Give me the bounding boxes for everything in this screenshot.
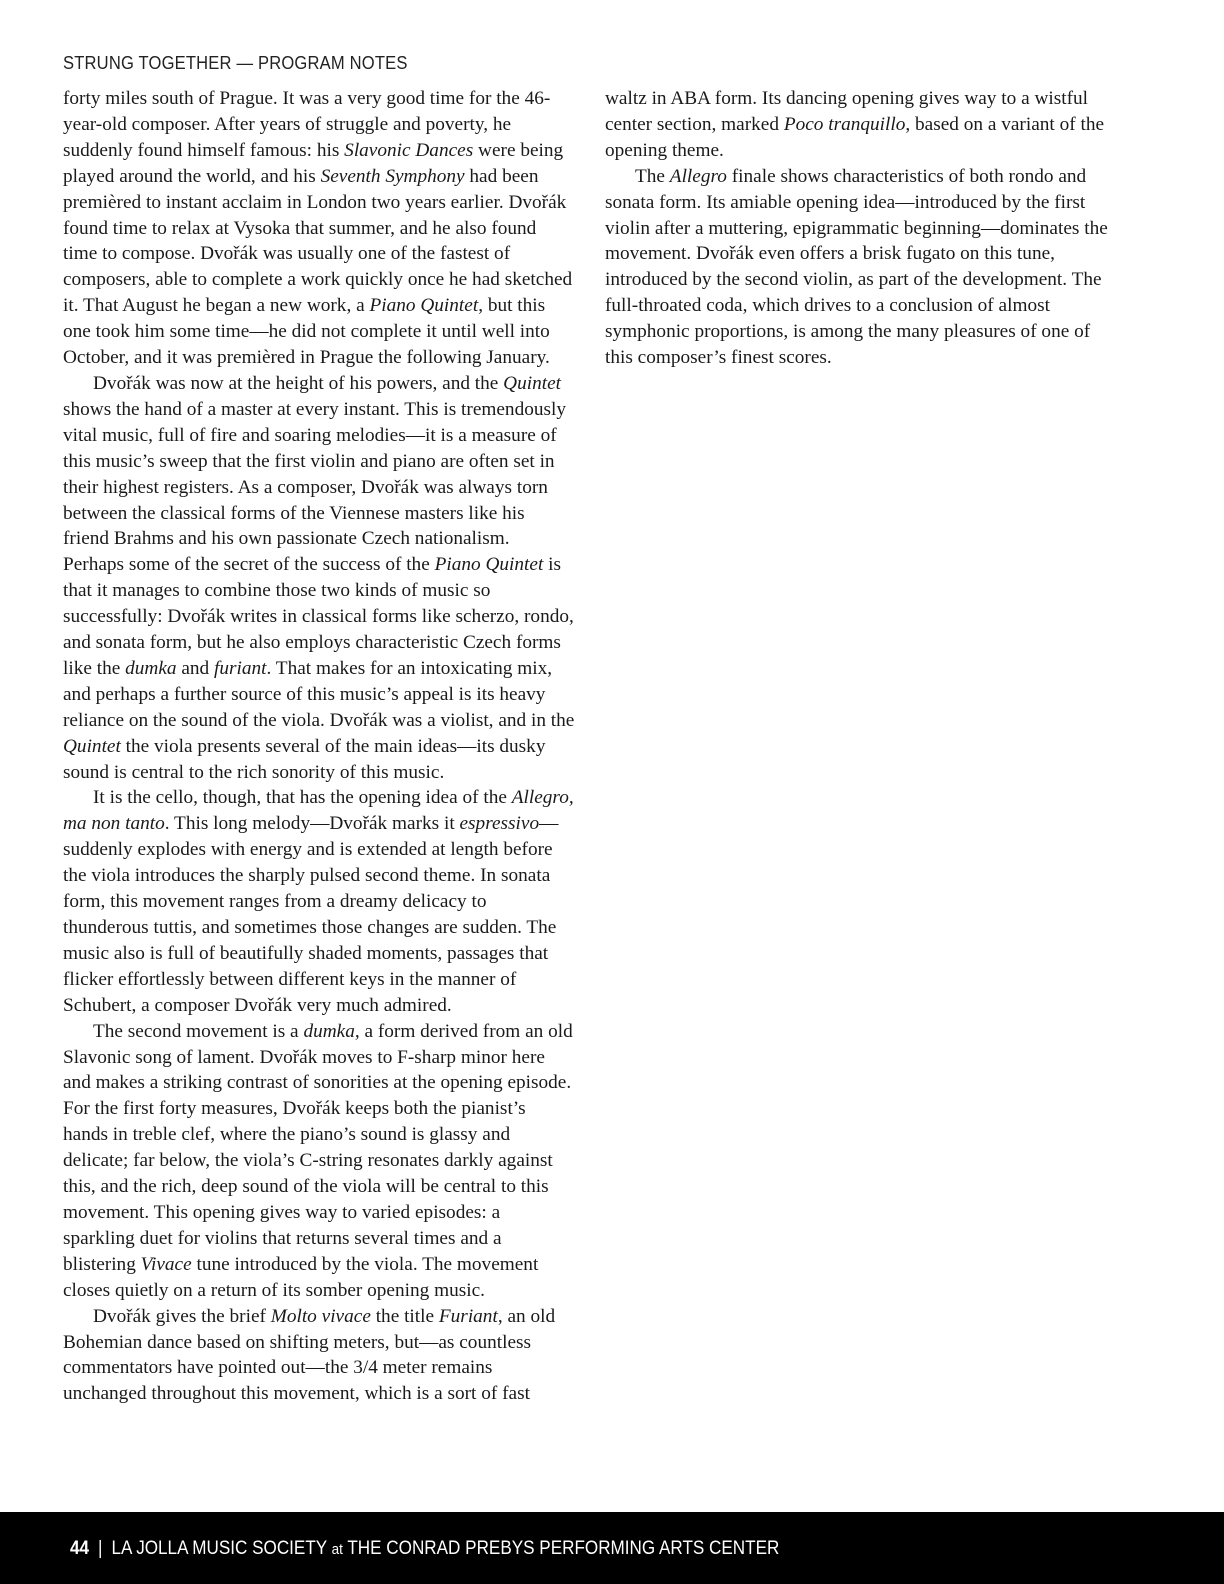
italic-term: Piano Quintet [434, 554, 544, 576]
italic-term: Piano Quintet [369, 295, 479, 317]
page-number: 44 [70, 1538, 90, 1559]
body-paragraph: The second movement is a dumka, a form derived from an old Slavonic song of lament. Dvořák moves to F-sharp minor here and makes a striking contrast of sonorities at the opening episode. For the first forty measures, Dvořák keeps both the pianist’s hands in treble clef, where the piano’s sound is glassy and delicate; far below, the viola’s C-string resonates darkly against this, and the rich, deep sound of the viola will be central to this movement. This opening gives way to varied episodes: a sparkling duet for violins that returns several times and a blistering Vivace tune introduced by the viola. The movement closes quietly on a return of its somber opening music. [63, 1020, 573, 1301]
italic-term: Slavonic Dances [344, 139, 474, 161]
italic-term: espressivo [459, 813, 540, 835]
body-paragraph: waltz in ABA form. Its dancing opening gives way to a wistful center section, marked Poco tranquillo, based on a variant of the opening theme. [605, 88, 1105, 161]
italic-term: Molto vivace [270, 1305, 371, 1327]
footer-venue: THE CONRAD PREBYS PERFORMING ARTS CENTER [347, 1538, 780, 1559]
footer-at: at [331, 1541, 343, 1558]
left-column [63, 86, 575, 1407]
italic-term: Quintet [503, 372, 562, 394]
body-paragraph: It is the cello, though, that has the opening idea of the Allegro, ma non tanto. This long melody—Dvořák marks it espressivo—suddenly explodes with energy and is extended at length before the viola introduces the sharply pulsed second theme. In sonata form, this movement ranges from a dreamy delicacy to thunderous tuttis, and sometimes those changes are sudden. The music also is full of beautifully shaded moments, passages that flicker effortlessly between different keys in the manner of Schubert, a composer Dvořák very much admired. [63, 787, 574, 1016]
footer-text [70, 1538, 779, 1560]
italic-term: Quintet [63, 735, 121, 757]
page-footer [0, 1512, 1224, 1584]
body-paragraph: Dvořák was now at the height of his powers, and the Quintet shows the hand of a master at every instant. This is tremendously vital music, full of fire and soaring melodies—it is a measure of this music’s sweep that the first violin and piano are often set in their highest registers. As a composer, Dvořák was always torn between the classical forms of the Viennese masters like his friend Brahms and his own passionate Czech nationalism. Perhaps some of the secret of the success of the Piano Quintet is that it manages to combine those two kinds of music so successfully: Dvořák writes in classical forms like scherzo, rondo, and sonata form, but he also employs characteristic Czech forms like the dumka and furiant. That makes for an intoxicating mix, and perhaps a further source of this music’s appeal is its heavy reliance on the sound of the viola. Dvořák was a violist, and in the Quintet the viola presents several of the main ideas—its dusky sound is central to the rich sonority of this music. [63, 372, 575, 783]
footer-separator: | [98, 1538, 103, 1559]
italic-term: Poco tranquillo [783, 113, 906, 135]
italic-term: Allegro, ma non tanto [63, 787, 574, 835]
italic-term: Furiant [438, 1305, 498, 1327]
italic-term: Seventh Symphony [320, 165, 465, 187]
right-column [605, 86, 1115, 371]
italic-term: Allegro [669, 165, 727, 187]
footer-org: LA JOLLA MUSIC SOCIETY [111, 1538, 327, 1559]
body-paragraph: forty miles south of Prague. It was a very good time for the 46-year-old composer. After years of struggle and poverty, he suddenly found himself famous: his Slavonic Dances were being played around the world, and his Seventh Symphony had been premièred to instant acclaim in London two years earlier. Dvořák found time to relax at Vysoka that summer, and he also found time to compose. Dvořák was usually one of the fastest of composers, able to complete a work quickly once he had sketched it. That August he began a new work, a Piano Quintet, but this one took him some time—he did not complete it until well into October, and it was premièred in Prague the following January. [63, 88, 573, 369]
page-header: STRUNG TOGETHER — PROGRAM NOTES [63, 53, 408, 73]
body-paragraph: Dvořák gives the brief Molto vivace the title Furiant, an old Bohemian dance based on shifting meters, but—as countless commentators have pointed out—the 3/4 meter remains unchanged throughout this movement, which is a sort of fast [63, 1305, 556, 1405]
italic-term: furiant [214, 657, 267, 679]
italic-term: dumka [303, 1020, 355, 1042]
italic-term: dumka [125, 657, 177, 679]
italic-term: Vivace [140, 1253, 192, 1275]
body-paragraph: The Allegro finale shows characteristics of both rondo and sonata form. Its amiable opening idea—introduced by the first violin after a muttering, epigrammatic beginning—dominates the movement. Dvořák even offers a brisk fugato on this tune, introduced by the second violin, as part of the development. The full-throated coda, which drives to a conclusion of almost symphonic proportions, is among the many pleasures of one of this composer’s finest scores. [605, 165, 1108, 369]
